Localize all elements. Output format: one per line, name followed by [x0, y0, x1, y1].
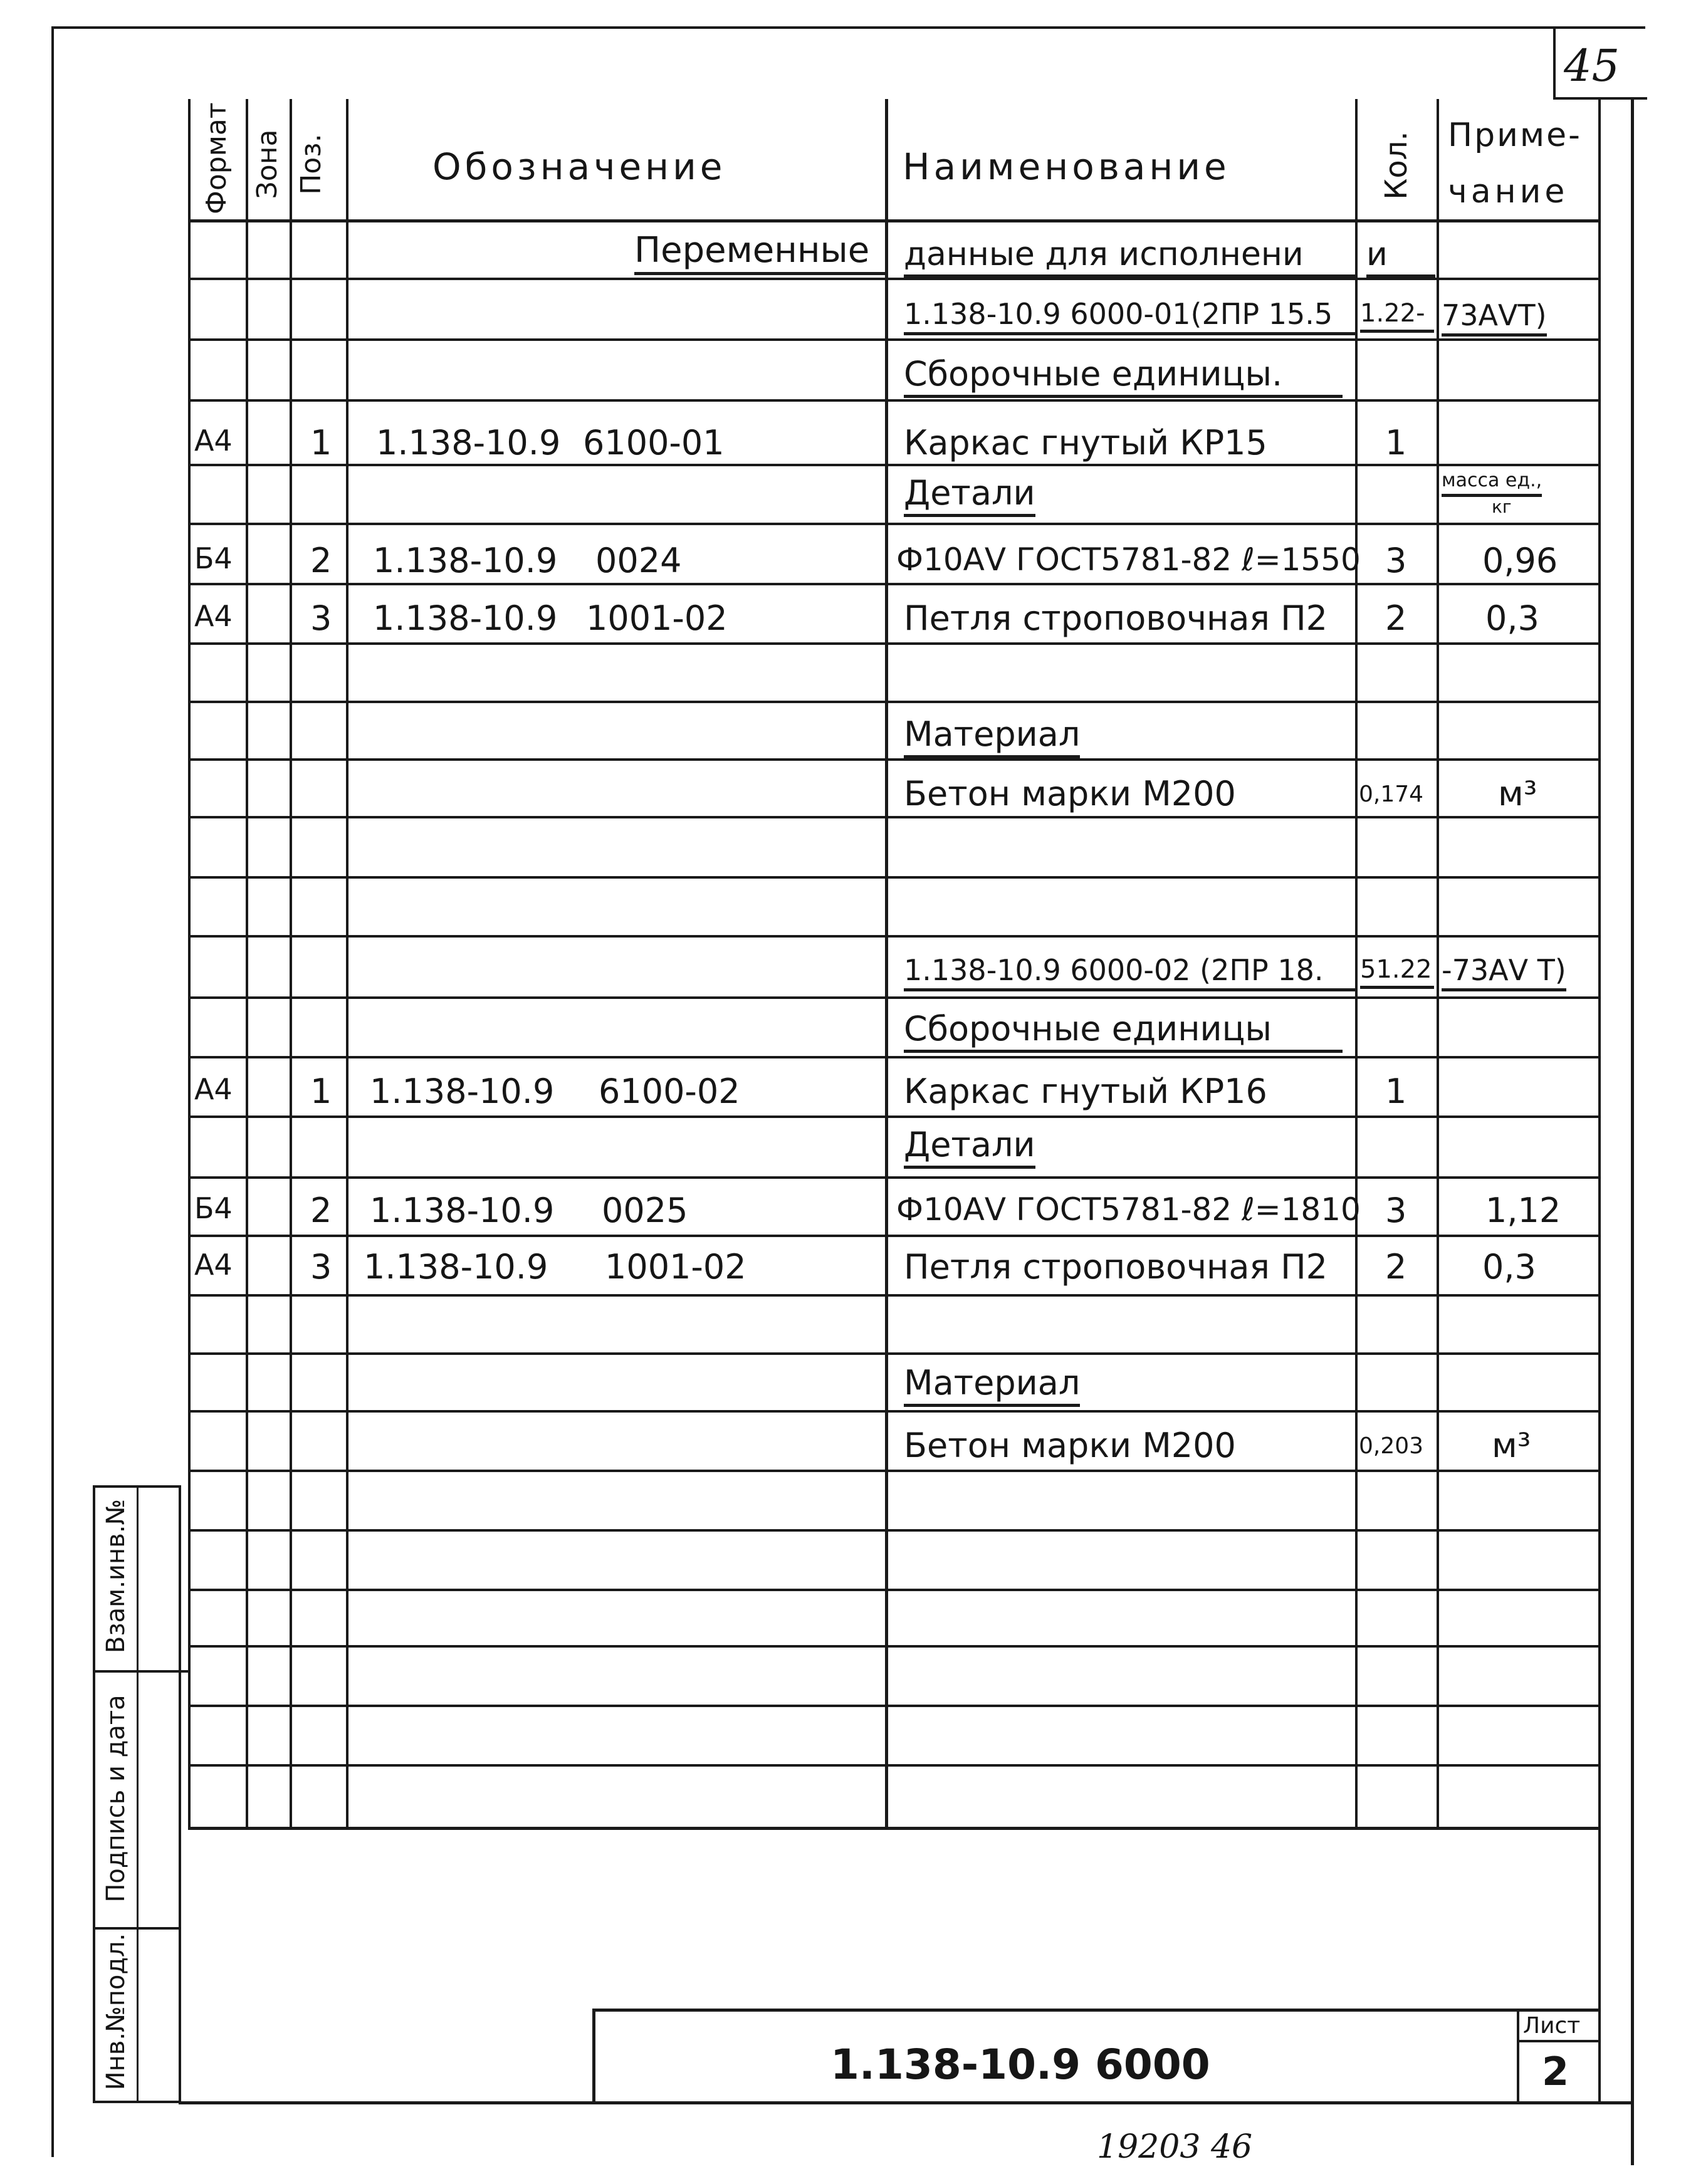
header-designation: Обозначение [432, 145, 726, 188]
variant2-code-tail2: -73АⅤ Т) [1442, 956, 1566, 991]
variant1-rod-name: Ф10АⅤ ГОСТ5781-82 ℓ=1550 [896, 541, 1361, 578]
row-line [188, 583, 1600, 585]
variant1-concrete-note: м³ [1498, 774, 1537, 813]
col-line-designation [346, 99, 348, 1829]
variant2-code: 1.138-10.9 6000-02 (2ПР 18. [904, 956, 1355, 991]
header-qty: Кол. [1379, 131, 1414, 200]
variant1-details-heading: Детали [904, 476, 1035, 517]
row-line [188, 758, 1600, 761]
variant2-rod-qty: 3 [1385, 1191, 1407, 1230]
variant2-details-heading: Детали [904, 1128, 1035, 1169]
variant1-loop-qty: 2 [1385, 598, 1407, 638]
title-block-sheet-label: Лист [1523, 2013, 1581, 2039]
variant1-loop-designation-a: 1.138-10.9 [373, 598, 558, 638]
variant1-frame-designation-b: 6100-01 [583, 423, 725, 462]
variant2-loop-designation-a: 1.138-10.9 [364, 1247, 548, 1287]
side-stamp-inner [179, 1485, 181, 2103]
row-line [188, 1705, 1600, 1707]
variant2-concrete-qty: 0,203 [1359, 1433, 1424, 1459]
variant2-loop-designation-b: 1001-02 [605, 1247, 746, 1287]
variant1-assembly-heading: Сборочные единицы. [904, 357, 1343, 398]
outer-frame-bottom [179, 2101, 1633, 2104]
variant1-loop-note: 0,3 [1485, 598, 1539, 638]
variant1-frame-name: Каркас гнутый КР15 [904, 423, 1267, 462]
variant1-rod-note: 0,96 [1482, 541, 1558, 580]
variant2-assembly-heading: Сборочные единицы [904, 1012, 1343, 1053]
variant1-frame-pos: 1 [310, 423, 332, 462]
variant2-rod-designation-a: 1.138-10.9 [370, 1191, 555, 1230]
row-line [188, 523, 1600, 525]
variant1-rod-pos: 2 [310, 541, 332, 580]
row-line [188, 464, 1600, 466]
side-stamp-inv-orig: Инв.№подл. [102, 1933, 130, 2091]
col-line-qty [1355, 99, 1358, 1829]
header-pos: Поз. [295, 133, 327, 195]
title-block-top [592, 2009, 1600, 2012]
row-line [188, 996, 1600, 999]
footer-mark: 19203 46 [1097, 2128, 1253, 2166]
variant2-frame-name: Каркас гнутый КР16 [904, 1072, 1267, 1111]
side-stamp-mid [137, 1485, 139, 2103]
variant2-frame-qty: 1 [1385, 1072, 1407, 1111]
variant2-code-tail1: 51.22 [1360, 957, 1434, 989]
variant2-rod-name: Ф10АⅤ ГОСТ5781-82 ℓ=1810 [896, 1191, 1361, 1228]
variant2-rod-designation-b: 0025 [602, 1191, 688, 1230]
row-line-last [188, 1827, 1600, 1830]
outer-frame-right [1631, 97, 1634, 2165]
variant1-rod-format: Б4 [194, 541, 233, 575]
page-number-box-left [1553, 29, 1556, 99]
variant1-mass-note-line1: масса ед., [1442, 471, 1542, 497]
variant2-loop-pos: 3 [310, 1247, 332, 1287]
row-line [188, 935, 1600, 938]
header-note-line1: Приме- [1448, 117, 1582, 154]
side-stamp-replace-inv: Взам.инв.№ [102, 1498, 130, 1654]
variant1-rod-designation-b: 0024 [595, 541, 682, 580]
header-bottom-line [188, 219, 1600, 222]
row-line [188, 816, 1600, 818]
row-line [188, 1352, 1600, 1355]
variant1-loop-name: Петля строповочная П2 [904, 598, 1328, 638]
col-line-left [188, 99, 191, 1829]
side-stamp-left [93, 1485, 95, 2103]
row-line [188, 1294, 1600, 1297]
variant2-material-heading: Материал [904, 1366, 1080, 1407]
header-name: Наименование [903, 145, 1230, 188]
variant1-rod-qty: 3 [1385, 541, 1407, 580]
row-line [188, 1529, 1600, 1532]
variant2-rod-pos: 2 [310, 1191, 332, 1230]
side-stamp-sign-date: Подпись и дата [102, 1695, 130, 1903]
variant1-code-tail2: 73АⅤТ) [1442, 301, 1547, 337]
variant2-frame-designation-a: 1.138-10.9 [370, 1072, 555, 1111]
variant2-rod-format: Б4 [194, 1191, 233, 1225]
header-note-line2: чание [1448, 173, 1569, 211]
variant2-loop-qty: 2 [1385, 1247, 1407, 1287]
title-block-sheet-number: 2 [1542, 2049, 1569, 2094]
row-line [188, 1589, 1600, 1591]
outer-frame-left [51, 26, 54, 2157]
row-line [188, 1176, 1600, 1179]
variant1-loop-format: А4 [194, 599, 233, 633]
row-line [188, 1116, 1600, 1118]
variant1-mass-note-line2: кг [1492, 496, 1512, 517]
variant1-frame-format: А4 [194, 424, 233, 457]
variant1-code-tail1: 1.22- [1360, 301, 1434, 333]
variant1-frame-designation-a: 1.138-10.9 [376, 423, 561, 462]
row-line [188, 399, 1600, 402]
row-line [188, 876, 1600, 879]
row-line [188, 701, 1600, 703]
col-line-note [1437, 99, 1439, 1829]
row-line [188, 278, 1600, 280]
section-title-part3: и [1366, 238, 1435, 278]
variant2-rod-note: 1,12 [1485, 1191, 1561, 1230]
outer-frame-top [53, 26, 1645, 29]
row-line [188, 1235, 1600, 1237]
page-number: 45 [1564, 40, 1620, 91]
header-format: Формат [201, 102, 233, 214]
col-line-name [885, 99, 888, 1829]
section-title-part1: Переменные [634, 233, 885, 275]
side-stamp-divider1 [93, 1670, 190, 1673]
variant1-material-heading: Материал [904, 718, 1080, 758]
row-line [188, 1470, 1600, 1472]
variant2-frame-designation-b: 6100-02 [599, 1072, 740, 1111]
title-block-sheet-divider [1517, 2009, 1519, 2103]
variant2-concrete-note: м³ [1492, 1426, 1531, 1465]
variant2-concrete-name: Бетон марки М200 [904, 1426, 1236, 1465]
header-zone: Зона [251, 129, 283, 199]
variant2-frame-pos: 1 [310, 1072, 332, 1111]
variant1-frame-qty: 1 [1385, 423, 1407, 462]
section-title-part2: данные для исполнени [904, 238, 1355, 278]
row-line [188, 1410, 1600, 1413]
row-line [188, 642, 1600, 645]
title-block-doc-code: 1.138-10.9 6000 [830, 2040, 1210, 2089]
col-line-zone [246, 99, 248, 1829]
variant1-loop-pos: 3 [310, 598, 332, 638]
row-line [188, 338, 1600, 341]
title-block-left [592, 2009, 595, 2103]
variant2-loop-note: 0,3 [1482, 1247, 1536, 1287]
variant2-frame-format: А4 [194, 1072, 233, 1106]
row-line [188, 1056, 1600, 1058]
variant1-rod-designation-a: 1.138-10.9 [373, 541, 558, 580]
variant1-concrete-name: Бетон марки М200 [904, 774, 1236, 813]
row-line [188, 1764, 1600, 1767]
variant1-loop-designation-b: 1001-02 [586, 598, 728, 638]
col-line-pos [290, 99, 292, 1829]
variant1-code: 1.138-10.9 6000-01(2ПР 15.5 [904, 300, 1355, 335]
variant2-loop-name: Петля строповочная П2 [904, 1247, 1328, 1287]
row-line [188, 1645, 1600, 1648]
variant2-loop-format: А4 [194, 1248, 233, 1282]
variant1-concrete-qty: 0,174 [1359, 781, 1424, 807]
title-block-sheet-hline [1517, 2040, 1600, 2042]
